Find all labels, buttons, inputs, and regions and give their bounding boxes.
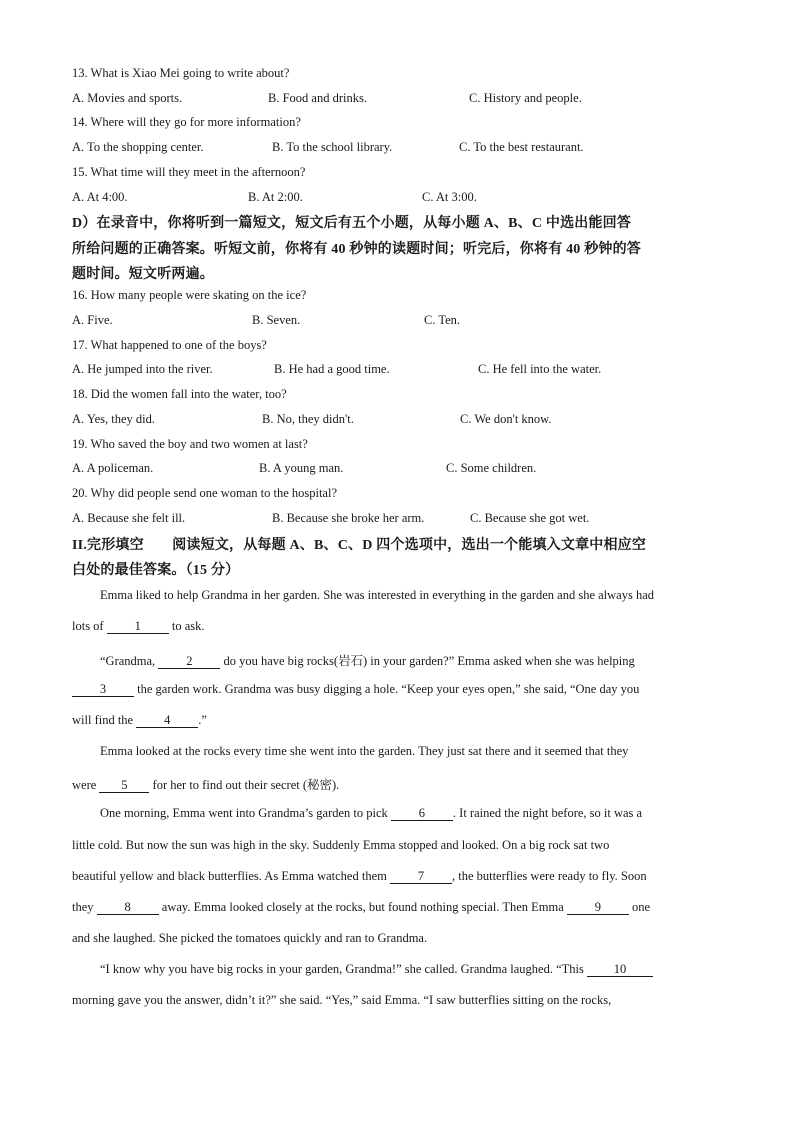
passage-text: the garden work. Grandma was busy digging a hole. “Keep your eyes open,” she said, “One day you: [134, 682, 640, 696]
passage-text: away. Emma looked closely at the rocks, but found nothing special. Then Emma: [158, 900, 567, 914]
passage-line: [72, 619, 722, 634]
passage-line: Emma liked to help Grandma in her garden. She was interested in everything in the garden and she always had: [100, 588, 654, 602]
option-19a: A. A policeman.: [72, 461, 154, 475]
option-15a: A. At 4:00.: [72, 190, 128, 204]
passage-text: to ask.: [168, 619, 205, 633]
section-d-instructions-line-2: 所给问题的正确答案。听短文前，你将有 40 秒钟的读题时间；听完后，你将有 40 秒钟的答: [72, 242, 641, 257]
option-20b: B. Because she broke her arm.: [272, 511, 425, 525]
question-17: 17. What happened to one of the boys?: [72, 338, 267, 352]
option-13a: A. Movies and sports.: [72, 91, 183, 105]
passage-line: [72, 775, 722, 793]
passage-text: will find the: [72, 713, 137, 727]
passage-text: .”: [198, 713, 207, 727]
option-16c: C. Ten.: [424, 313, 461, 327]
question-14: 14. Where will they go for more information?: [72, 115, 301, 129]
question-15: 15. What time will they meet in the afternoon?: [72, 165, 306, 179]
passage-text: for her to find out their secret (秘密).: [149, 778, 340, 792]
question-20: 20. Why did people send one woman to the hospital?: [72, 486, 337, 500]
blank-1: 1: [107, 620, 169, 634]
option-14b: B. To the school library.: [272, 140, 393, 154]
option-14a: A. To the shopping center.: [72, 140, 204, 154]
passage-line: [72, 713, 722, 728]
option-20c: C. Because she got wet.: [470, 511, 590, 525]
option-18c: C. We don't know.: [460, 412, 552, 426]
passage-text: One morning, Emma went into Grandma’s garden to pick: [100, 806, 391, 820]
option-17c: C. He fell into the water.: [478, 362, 602, 376]
option-18a: A. Yes, they did.: [72, 412, 155, 426]
option-16b: B. Seven.: [252, 313, 301, 327]
section-ii-instructions-line-1: II.完形填空 阅读短文，从每题 A、B、C、D 四个选项中，选出一个能填入文章中相应空: [72, 538, 647, 553]
option-17b: B. He had a good time.: [274, 362, 390, 376]
question-19: 19. Who saved the boy and two women at last?: [72, 437, 308, 451]
passage-text: “Grandma,: [100, 654, 159, 668]
passage-text: they: [72, 900, 97, 914]
option-14c: C. To the best restaurant.: [459, 140, 584, 154]
passage-text: were: [72, 778, 100, 792]
option-13c: C. History and people.: [469, 91, 582, 105]
passage-text: , the butterflies were ready to fly. Soon: [451, 869, 647, 883]
blank-5: 5: [99, 779, 149, 793]
option-16a: A. Five.: [72, 313, 113, 327]
passage-text: lots of: [72, 619, 107, 633]
question-13: 13. What is Xiao Mei going to write about?: [72, 66, 290, 80]
passage-line: [72, 900, 722, 915]
passage-text: do you have big rocks(岩石) in your garden?” Emma asked when she was helping: [220, 654, 635, 668]
passage-text: . It rained the night before, so it was a: [452, 806, 643, 820]
blank-6: 6: [391, 807, 453, 821]
blank-4: 4: [136, 714, 198, 728]
passage-text: one: [628, 900, 651, 914]
section-d-instructions-line-1: D）在录音中，你将听到一篇短文，短文后有五个小题，从每小题 A、B、C 中选出能回答: [72, 216, 632, 231]
passage-line: [100, 962, 750, 977]
option-17a: A. He jumped into the river.: [72, 362, 213, 376]
passage-line: [100, 651, 750, 669]
option-15b: B. At 2:00.: [248, 190, 303, 204]
passage-line: [100, 806, 750, 821]
option-13b: B. Food and drinks.: [268, 91, 367, 105]
option-18b: B. No, they didn't.: [262, 412, 354, 426]
blank-8: 8: [97, 901, 159, 915]
blank-2: 2: [158, 655, 220, 669]
passage-line: [72, 682, 722, 697]
blank-3: 3: [72, 683, 134, 697]
option-19b: B. A young man.: [259, 461, 344, 475]
option-19c: C. Some children.: [446, 461, 537, 475]
question-16: 16. How many people were skating on the ice?: [72, 288, 307, 302]
blank-7: 7: [390, 870, 452, 884]
option-20a: A. Because she felt ill.: [72, 511, 186, 525]
passage-line: morning gave you the answer, didn’t it?” she said. “Yes,” said Emma. “I saw butterflies sitting on the rocks,: [72, 993, 612, 1007]
passage-line: little cold. But now the sun was high in the sky. Suddenly Emma stopped and looked. On a big rock sat two: [72, 838, 610, 852]
passage-text: beautiful yellow and black butterflies. As Emma watched them: [72, 869, 390, 883]
blank-10: 10: [587, 963, 653, 977]
passage-line: [72, 869, 722, 884]
passage-text: “I know why you have big rocks in your garden, Grandma!” she called. Grandma laughed. “This: [100, 962, 587, 976]
question-18: 18. Did the women fall into the water, too?: [72, 387, 287, 401]
passage-line: Emma looked at the rocks every time she went into the garden. They just sat there and it seemed that they: [100, 744, 629, 758]
section-ii-instructions-line-2: 白处的最佳答案。（15 分）: [72, 563, 240, 578]
section-d-instructions-line-3: 题时间。短文听两遍。: [72, 267, 214, 282]
option-15c: C. At 3:00.: [422, 190, 477, 204]
blank-9: 9: [567, 901, 629, 915]
passage-line: and she laughed. She picked the tomatoes quickly and ran to Grandma.: [72, 931, 428, 945]
